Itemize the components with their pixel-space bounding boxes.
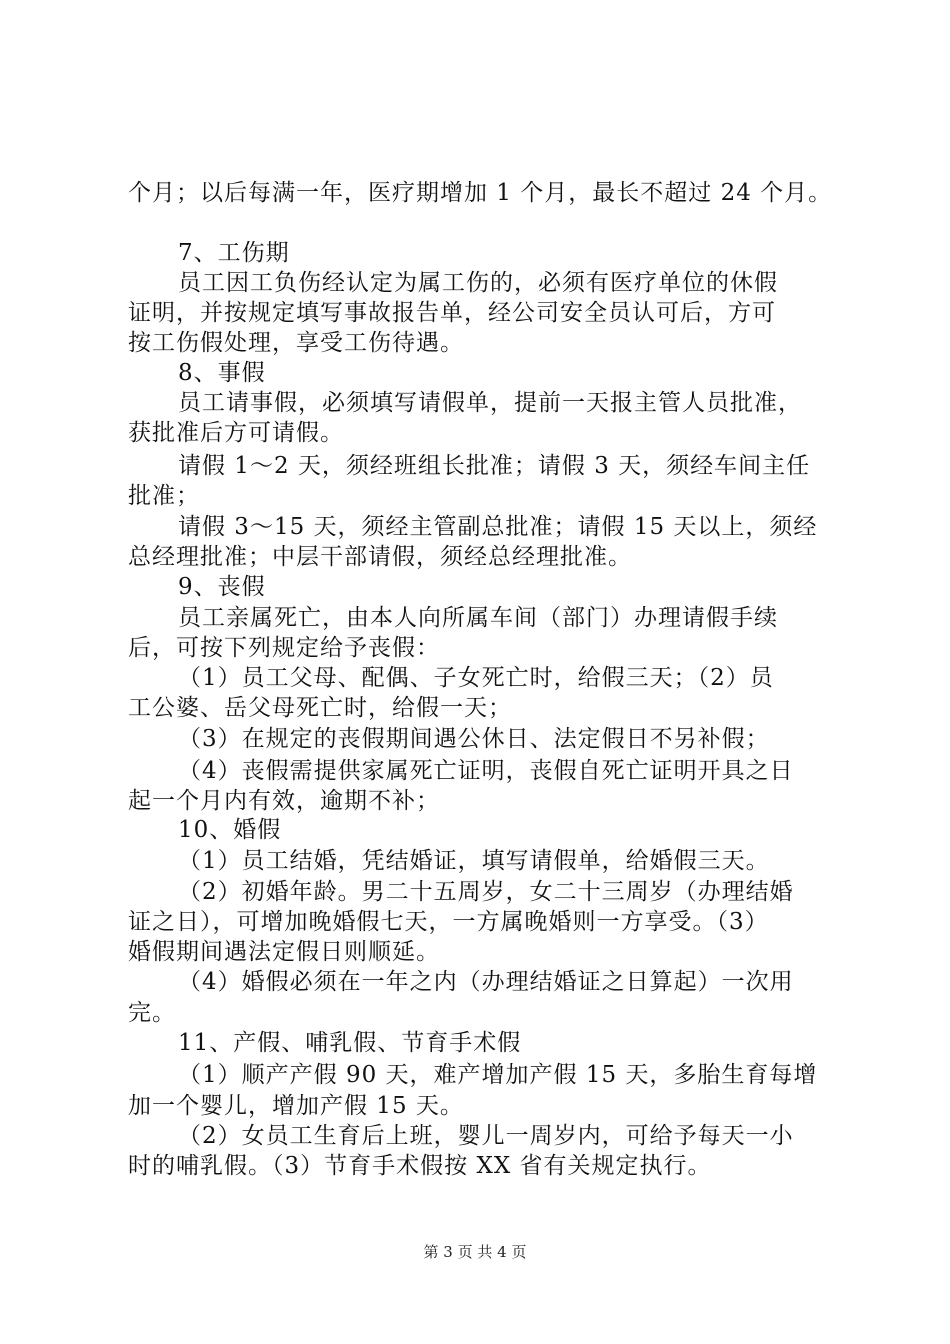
text-line: 起一个月内有效，逾期不补； bbox=[128, 788, 440, 814]
text-line: 员工亲属死亡，由本人向所属车间（部门）办理请假手续 bbox=[178, 605, 778, 631]
text-line: 员工因工负伤经认定为属工伤的，必须有医疗单位的休假 bbox=[178, 270, 778, 296]
text-line: 加一个婴儿，增加产假 15 天。 bbox=[128, 1093, 464, 1119]
text-line: （1）员工父母、配偶、子女死亡时，给假三天；（2）员 bbox=[178, 665, 774, 691]
text-line: 批准； bbox=[128, 483, 200, 509]
text-line: （3）在规定的丧假期间遇公休日、法定假日不另补假； bbox=[178, 726, 770, 752]
text-line: 请假 3～15 天，须经主管副总批准；请假 15 天以上，须经 bbox=[178, 514, 818, 540]
text-line: 总经理批准；中层干部请假，须经总经理批准。 bbox=[128, 544, 632, 570]
text-line: 工公婆、岳父母死亡时，给假一天； bbox=[128, 695, 512, 721]
text-line: 完。 bbox=[128, 1000, 176, 1026]
text-line: 后，可按下列规定给予丧假： bbox=[128, 635, 440, 661]
text-line: 时的哺乳假。（3）节育手术假按 XX 省有关规定执行。 bbox=[128, 1153, 712, 1179]
section-heading: 10、婚假 bbox=[178, 817, 282, 843]
text-line: （2）初婚年龄。男二十五周岁，女二十三周岁（办理结婚 bbox=[178, 879, 794, 905]
section-heading: 8、事假 bbox=[178, 360, 266, 386]
text-line: （2）女员工生育后上班，婴儿一周岁内，可给予每天一小 bbox=[178, 1123, 794, 1149]
text-line: 获批准后方可请假。 bbox=[128, 420, 344, 446]
text-line: 员工请事假，必须填写请假单，提前一天报主管人员批准， bbox=[178, 390, 802, 416]
text-line: 婚假期间遇法定假日则顺延。 bbox=[128, 939, 440, 965]
page-number: 第 3 页 共 4 页 bbox=[423, 1243, 527, 1261]
text-line: 按工伤假处理，享受工伤待遇。 bbox=[128, 330, 464, 356]
text-line: （4）婚假必须在一年之内（办理结婚证之日算起）一次用 bbox=[178, 969, 794, 995]
text-line: 证之日），可增加晚婚假七天，一方属晚婚则一方享受。（3） bbox=[128, 909, 769, 935]
section-heading: 9、丧假 bbox=[178, 574, 266, 600]
text-line: 请假 1～2 天，须经班组长批准；请假 3 天，须经车间主任 bbox=[178, 453, 811, 479]
section-heading: 11、产假、哺乳假、节育手术假 bbox=[178, 1030, 522, 1056]
text-line: （4）丧假需提供家属死亡证明，丧假自死亡证明开具之日 bbox=[178, 758, 794, 784]
text-line: （1）员工结婚，凭结婚证，填写请假单，给婚假三天。 bbox=[178, 848, 770, 874]
text-line: 个月；以后每满一年，医疗期增加 1 个月，最长不超过 24 个月。 bbox=[128, 180, 833, 206]
text-line: （1）顺产产假 90 天，难产增加产假 15 天，多胎生育每增 bbox=[178, 1062, 818, 1088]
text-line: 证明，并按规定填写事故报告单，经公司安全员认可后，方可 bbox=[128, 300, 776, 326]
section-heading: 7、工伤期 bbox=[178, 240, 290, 266]
